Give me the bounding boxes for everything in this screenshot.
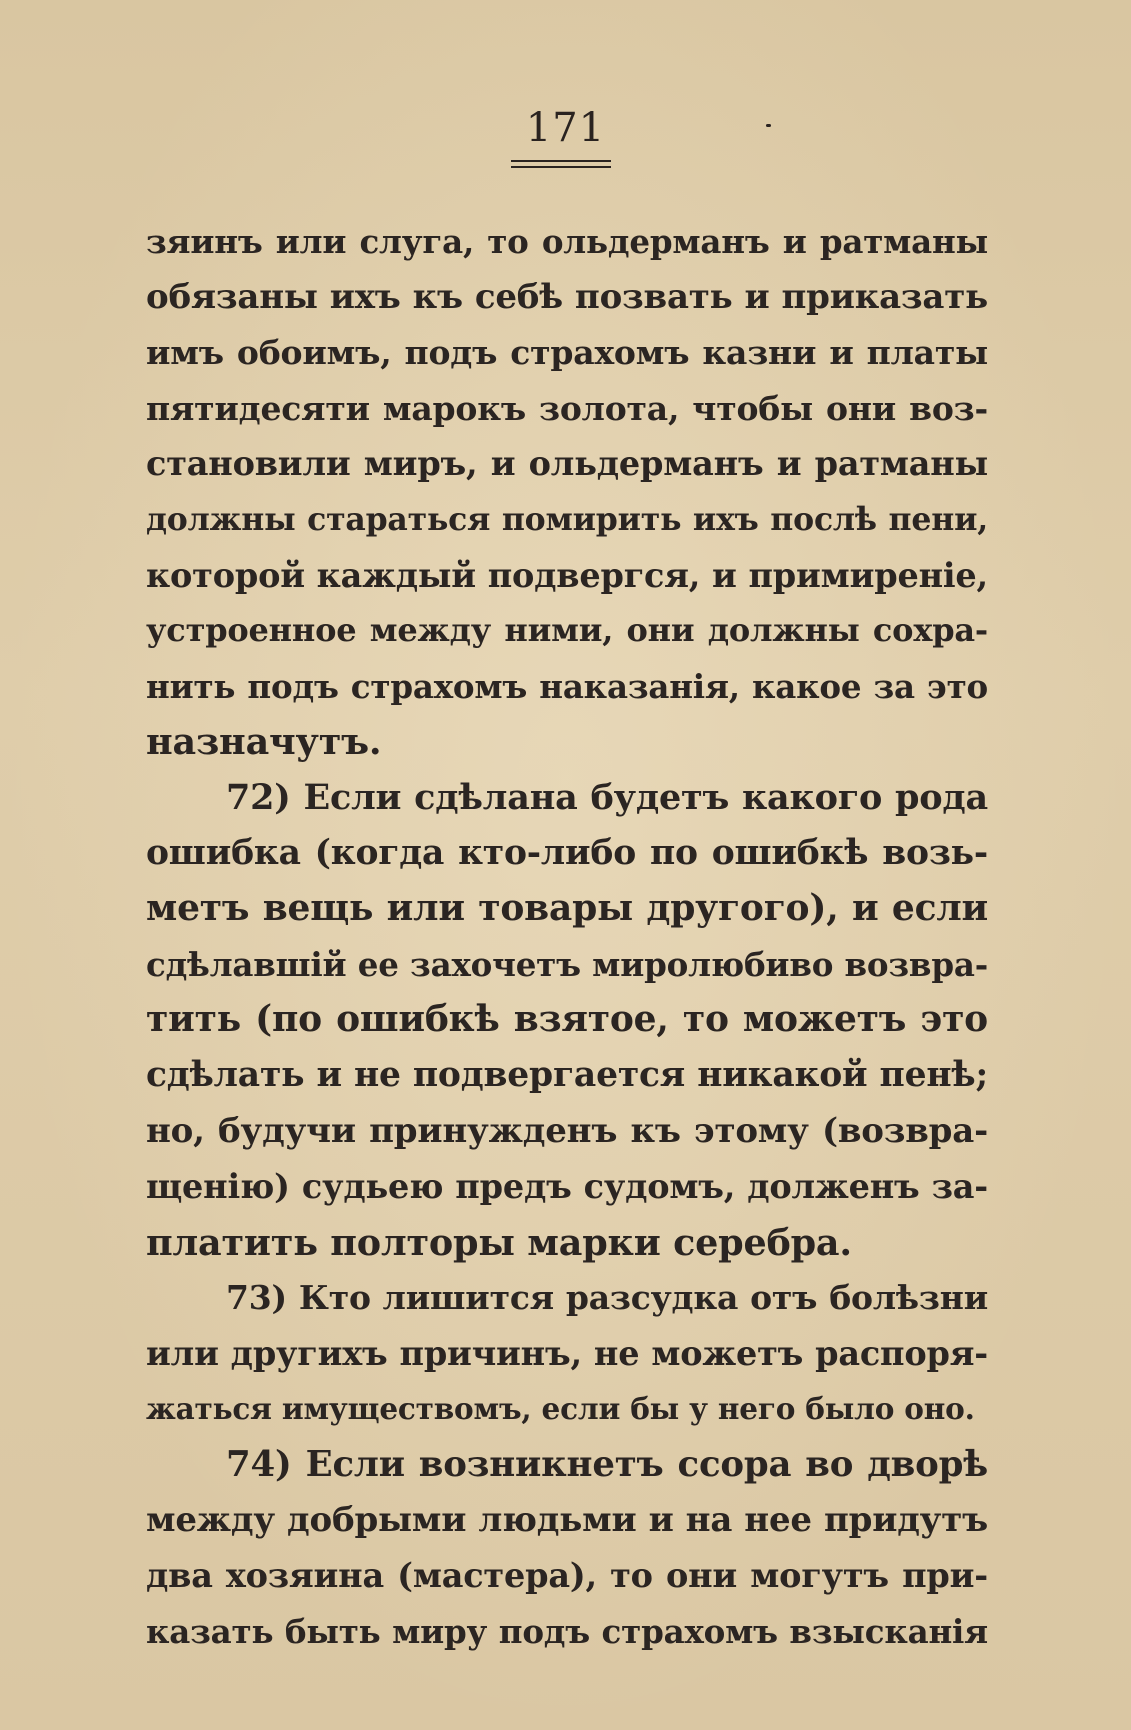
text-line: пятидесяти марокъ золота, чтобы они воз-	[146, 388, 988, 428]
page-number-rule-bottom	[511, 166, 611, 168]
body-text	[146, 214, 988, 1659]
text-line: становили миръ, и ольдерманъ и ратманы	[146, 444, 988, 484]
text-line: казать быть миру подъ страхомъ взысканія	[146, 1611, 988, 1651]
text-line: устроенное между ними, они должны сохра-	[146, 611, 988, 650]
text-line: обязаны ихъ къ себѣ позвать и приказать	[146, 276, 988, 317]
text-line: должны стараться помирить ихъ послѣ пени,	[146, 500, 988, 538]
text-line: нить подъ страхомъ наказанія, какое за это	[146, 666, 988, 706]
text-line: метъ вещь или товары другого), и если	[146, 887, 988, 930]
text-line: имъ обоимъ, подъ страхомъ казни и платы	[146, 333, 988, 373]
text-line: щенію) судьею предъ судомъ, долженъ за-	[146, 1167, 988, 1207]
text-line: назначутъ.	[146, 720, 382, 764]
text-line: сдѣлать и не подвергается никакой пенѣ;	[146, 1054, 988, 1095]
text-line: или другихъ причинъ, не можетъ распоря-	[146, 1333, 988, 1373]
paragraph-73-first-line: 73) Кто лишится разсудка отъ болѣзни	[226, 1278, 988, 1318]
text-line: жаться имуществомъ, если бы у него было оно.	[146, 1391, 975, 1427]
paragraph-74-first-line: 74) Если возникнетъ ссора во дворѣ	[226, 1444, 988, 1486]
ink-speck	[766, 124, 771, 127]
page-number: 171	[525, 105, 606, 151]
text-line: два хозяина (мастера), то они могутъ при-	[146, 1556, 988, 1596]
text-line: между добрыми людьми и на нее придутъ	[146, 1499, 988, 1540]
paragraph-72-first-line: 72) Если сдѣлана будетъ какого рода	[226, 776, 988, 818]
text-line: ошибка (когда кто-либо по ошибкѣ возь-	[146, 832, 988, 873]
text-line: платить полторы марки серебра.	[146, 1220, 852, 1264]
text-line: зяинъ или слуга, то ольдерманъ и ратманы	[146, 222, 988, 261]
text-line: но, будучи принужденъ къ этому (возвра-	[146, 1110, 988, 1151]
text-line: тить (по ошибкѣ взятое, то можетъ это	[146, 998, 988, 1041]
page-number-rule-top	[511, 160, 611, 162]
text-line: которой каждый подвергся, и примиреніе,	[146, 555, 988, 595]
text-line: сдѣлавшій ее захочетъ миролюбиво возвра-	[146, 944, 988, 984]
